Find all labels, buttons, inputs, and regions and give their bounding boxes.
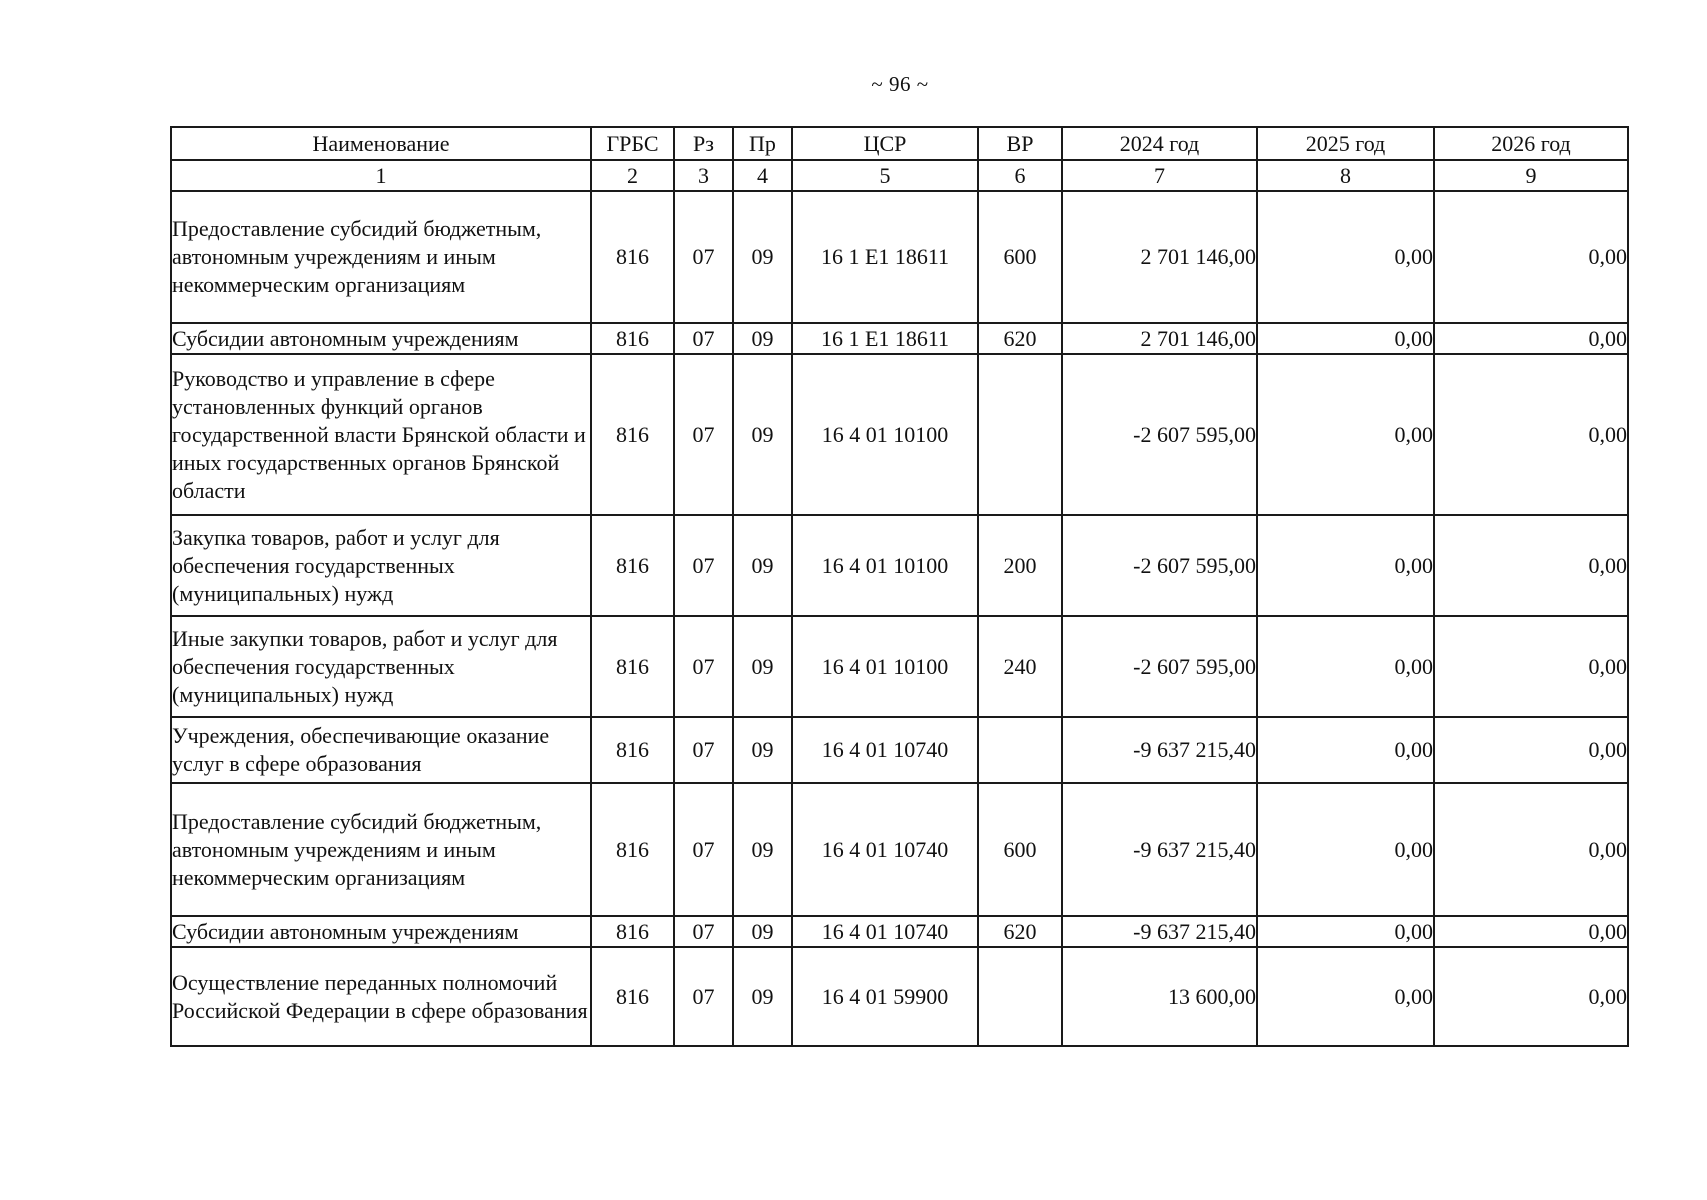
row-pr: 09 [733, 191, 792, 323]
row-2025: 0,00 [1257, 323, 1434, 354]
header-pr: Пр [733, 127, 792, 160]
row-name: Закупка товаров, работ и услуг для обеспечения государственных (муниципальных) нужд [171, 515, 591, 616]
column-number: 5 [792, 160, 978, 191]
row-name: Субсидии автономным учреждениям [171, 323, 591, 354]
row-rz: 07 [674, 947, 733, 1046]
row-csr: 16 4 01 10740 [792, 783, 978, 916]
row-name: Руководство и управление в сфере установленных функций органов государственной власти Брянской области и иных государственных органов Брянской области [171, 354, 591, 515]
table-row [171, 783, 1628, 916]
row-2026: 0,00 [1434, 323, 1628, 354]
row-rz: 07 [674, 616, 733, 717]
row-2024: 13 600,00 [1062, 947, 1257, 1046]
column-number: 8 [1257, 160, 1434, 191]
row-vr: 600 [978, 783, 1062, 916]
row-2026: 0,00 [1434, 354, 1628, 515]
table-row [171, 323, 1628, 354]
row-rz: 07 [674, 916, 733, 947]
row-csr: 16 4 01 10100 [792, 515, 978, 616]
row-grbs: 816 [591, 783, 674, 916]
row-pr: 09 [733, 616, 792, 717]
row-pr: 09 [733, 515, 792, 616]
row-grbs: 816 [591, 323, 674, 354]
table-row [171, 916, 1628, 947]
row-vr: 620 [978, 916, 1062, 947]
row-rz: 07 [674, 354, 733, 515]
row-2024: -9 637 215,40 [1062, 916, 1257, 947]
row-pr: 09 [733, 916, 792, 947]
header-2024: 2024 год [1062, 127, 1257, 160]
row-pr: 09 [733, 717, 792, 783]
row-csr: 16 4 01 10100 [792, 354, 978, 515]
header-name: Наименование [171, 127, 591, 160]
row-grbs: 816 [591, 916, 674, 947]
row-vr [978, 717, 1062, 783]
budget-table [170, 126, 1629, 1047]
table-row [171, 354, 1628, 515]
row-name: Учреждения, обеспечивающие оказание услуг в сфере образования [171, 717, 591, 783]
row-2024: -2 607 595,00 [1062, 354, 1257, 515]
row-rz: 07 [674, 783, 733, 916]
row-grbs: 816 [591, 515, 674, 616]
header-row [171, 127, 1628, 160]
row-2026: 0,00 [1434, 616, 1628, 717]
header-vr: ВР [978, 127, 1062, 160]
row-name: Предоставление субсидий бюджетным, автономным учреждениям и иным некоммерческим организациям [171, 191, 591, 323]
row-2025: 0,00 [1257, 354, 1434, 515]
column-number: 7 [1062, 160, 1257, 191]
row-2024: -2 607 595,00 [1062, 515, 1257, 616]
table-row [171, 191, 1628, 323]
row-2026: 0,00 [1434, 916, 1628, 947]
row-2024: 2 701 146,00 [1062, 323, 1257, 354]
row-rz: 07 [674, 515, 733, 616]
header-2026: 2026 год [1434, 127, 1628, 160]
row-2024: -9 637 215,40 [1062, 783, 1257, 916]
row-2025: 0,00 [1257, 717, 1434, 783]
row-pr: 09 [733, 354, 792, 515]
column-number: 9 [1434, 160, 1628, 191]
table-row [171, 717, 1628, 783]
column-number: 3 [674, 160, 733, 191]
row-csr: 16 4 01 10100 [792, 616, 978, 717]
row-vr: 240 [978, 616, 1062, 717]
row-name: Иные закупки товаров, работ и услуг для обеспечения государственных (муниципальных) нужд [171, 616, 591, 717]
row-pr: 09 [733, 323, 792, 354]
table-row [171, 947, 1628, 1046]
row-2026: 0,00 [1434, 717, 1628, 783]
row-2026: 0,00 [1434, 783, 1628, 916]
row-2024: -9 637 215,40 [1062, 717, 1257, 783]
row-vr [978, 354, 1062, 515]
row-2025: 0,00 [1257, 783, 1434, 916]
column-number: 6 [978, 160, 1062, 191]
row-rz: 07 [674, 323, 733, 354]
row-csr: 16 1 E1 18611 [792, 191, 978, 323]
row-grbs: 816 [591, 616, 674, 717]
row-2024: -2 607 595,00 [1062, 616, 1257, 717]
row-pr: 09 [733, 947, 792, 1046]
row-csr: 16 4 01 10740 [792, 916, 978, 947]
row-grbs: 816 [591, 947, 674, 1046]
row-vr: 200 [978, 515, 1062, 616]
row-2026: 0,00 [1434, 191, 1628, 323]
row-grbs: 816 [591, 191, 674, 323]
table-row [171, 616, 1628, 717]
row-vr: 620 [978, 323, 1062, 354]
column-number: 4 [733, 160, 792, 191]
row-vr [978, 947, 1062, 1046]
row-name: Предоставление субсидий бюджетным, автономным учреждениям и иным некоммерческим организациям [171, 783, 591, 916]
row-grbs: 816 [591, 717, 674, 783]
row-pr: 09 [733, 783, 792, 916]
row-2025: 0,00 [1257, 616, 1434, 717]
row-rz: 07 [674, 717, 733, 783]
header-csr: ЦСР [792, 127, 978, 160]
page-number: ~ 96 ~ [871, 72, 929, 96]
row-name: Осуществление переданных полномочий Российской Федерации в сфере образования [171, 947, 591, 1046]
column-number: 2 [591, 160, 674, 191]
row-2024: 2 701 146,00 [1062, 191, 1257, 323]
row-2026: 0,00 [1434, 515, 1628, 616]
row-2025: 0,00 [1257, 947, 1434, 1046]
header-grbs: ГРБС [591, 127, 674, 160]
row-csr: 16 4 01 10740 [792, 717, 978, 783]
row-2025: 0,00 [1257, 191, 1434, 323]
row-csr: 16 1 E1 18611 [792, 323, 978, 354]
row-name: Субсидии автономным учреждениям [171, 916, 591, 947]
row-2025: 0,00 [1257, 515, 1434, 616]
row-csr: 16 4 01 59900 [792, 947, 978, 1046]
column-number-row [171, 160, 1628, 191]
row-grbs: 816 [591, 354, 674, 515]
row-2026: 0,00 [1434, 947, 1628, 1046]
row-vr: 600 [978, 191, 1062, 323]
header-2025: 2025 год [1257, 127, 1434, 160]
table-row [171, 515, 1628, 616]
row-rz: 07 [674, 191, 733, 323]
row-2025: 0,00 [1257, 916, 1434, 947]
header-rz: Рз [674, 127, 733, 160]
column-number: 1 [171, 160, 591, 191]
